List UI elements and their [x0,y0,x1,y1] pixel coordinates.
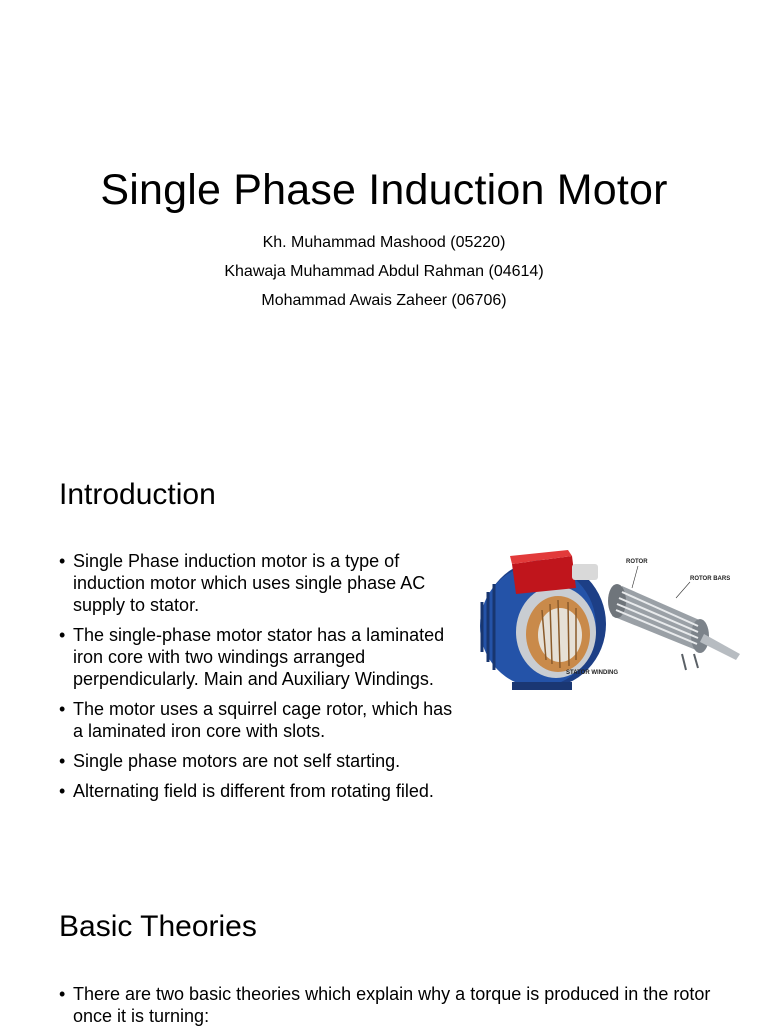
author-list [0,228,768,315]
basic-theories-bullets [59,983,719,1035]
author-2: Khawaja Muhammad Abdul Rahman (04614) [224,263,544,280]
bullet-icon: • [59,751,66,771]
rotor-label: ROTOR [626,559,648,565]
bullet-text: Single Phase induction motor is a type of induction motor which uses single phase AC supply to stator. [73,551,426,615]
bullet-text: Alternating field is different from rotating filed. [73,781,434,801]
basic-theories-slide [0,864,768,1024]
bullet-icon: • [59,699,66,719]
author-1: Kh. Muhammad Mashood (05220) [262,234,506,251]
bullet-text: Single phase motors are not self starting. [73,751,401,771]
rotor-bars-label: ROTOR BARS [690,576,731,582]
page-title: Single Phase Induction Motor [100,166,668,214]
list-item [59,550,454,616]
introduction-heading: Introduction [59,478,216,511]
list-item [59,750,454,772]
motor-illustration [472,542,742,692]
list-item [59,983,719,1027]
list-item [59,698,454,742]
bullet-icon: • [59,625,66,645]
stator-winding-label: STATOR WINDING [566,670,618,676]
bullet-icon: • [59,781,66,801]
introduction-bullets [59,550,454,810]
introduction-slide [0,432,768,864]
bullet-icon: • [59,551,66,571]
title-slide [0,0,768,432]
list-item [59,780,454,802]
list-item [59,624,454,690]
basic-theories-heading: Basic Theories [59,910,257,943]
bullet-text: There are two basic theories which explain why a torque is produced in the rotor once it is turning: [73,984,711,1026]
author-3: Mohammad Awais Zaheer (06706) [261,292,507,309]
rotor [608,584,740,670]
bullet-icon: • [59,984,66,1004]
bullet-text: The motor uses a squirrel cage rotor, which has a laminated iron core with slots. [73,699,453,741]
bullet-text: The single-phase motor stator has a laminated iron core with two windings arranged perpendicularly. Main and Auxiliary Windings. [73,625,445,689]
